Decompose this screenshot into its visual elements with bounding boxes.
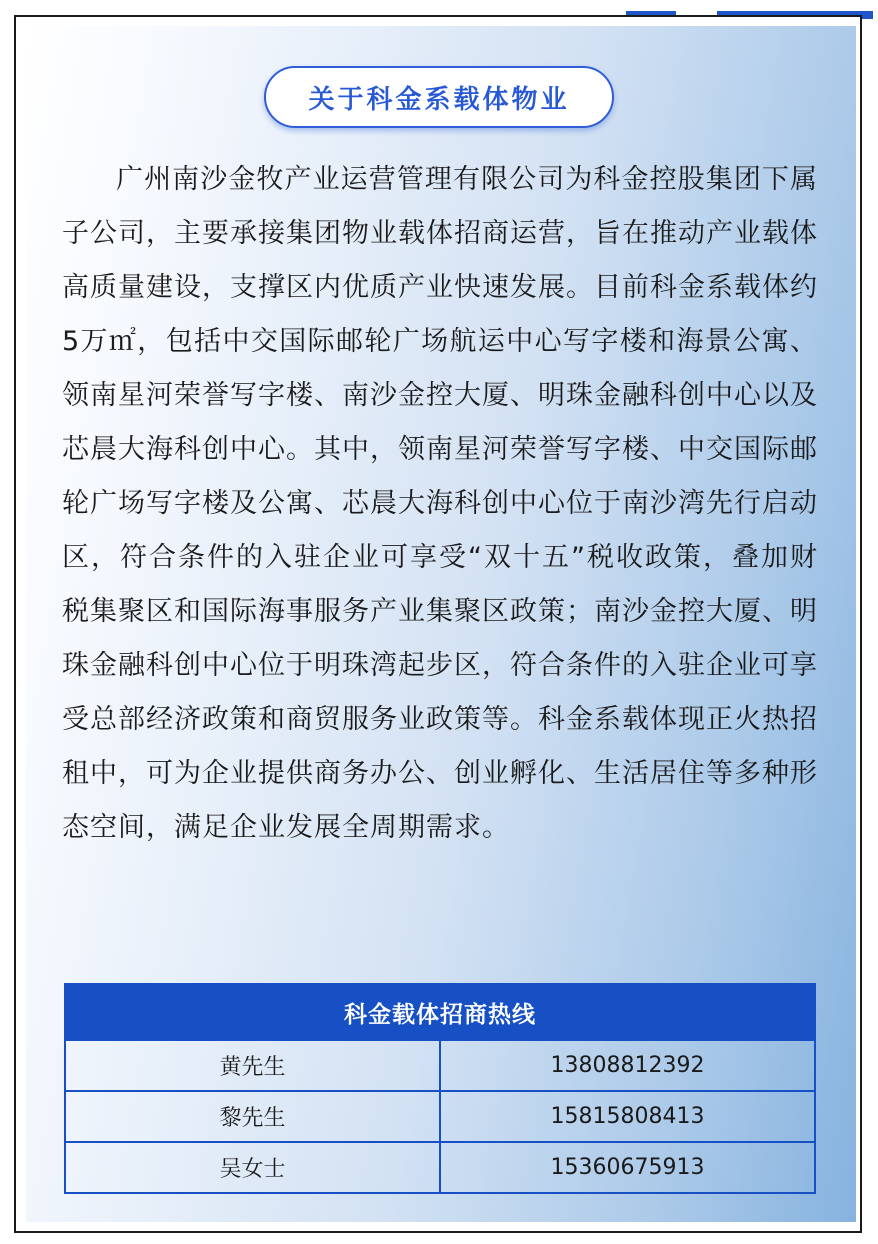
intro-paragraph: 广州南沙金牧产业运营管理有限公司为科金控股集团下属子公司，主要承接集团物业载体招商运营，旨在推动产业载体高质量建设，支撑区内优质产业快速发展。目前科金系载体约5万㎡，包括中交国际邮轮广场航运中心写字楼和海景公寓、领南星河荣誉写字楼、南沙金控大厦、明珠金融科创中心以及芯晨大海科创中心。其中，领南星河荣誉写字楼、中交国际邮轮广场写字楼及公寓、芯晨大海科创中心位于南沙湾先行启动区，符合条件的入驻企业可享受“双十五”税收政策，叠加财税集聚区和国际海事服务产业集聚区政策；南沙金控大厦、明珠金融科创中心位于明珠湾起步区，符合条件的入驻企业可享受总部经济政策和商贸服务业政策等。科金系载体现正火热招租中，可为企业提供商务办公、创业孵化、生活居住等多种形态空间，满足企业发展全周期需求。	[62, 164, 818, 843]
section-title: 关于科金系载体物业	[308, 84, 570, 115]
contact-phone[interactable]: 13808812392	[440, 1040, 815, 1091]
contact-phone[interactable]: 15360675913	[440, 1142, 815, 1193]
contact-phone[interactable]: 15815808413	[440, 1091, 815, 1142]
contact-name: 黄先生	[65, 1040, 440, 1091]
section-title-badge	[264, 66, 614, 128]
table-row	[65, 1142, 815, 1193]
contact-name: 吴女士	[65, 1142, 440, 1193]
hotline-table	[64, 983, 816, 1194]
hotline-title: 科金载体招商热线	[65, 984, 815, 1040]
hotline-header-row	[65, 984, 815, 1040]
table-row	[65, 1040, 815, 1091]
table-row	[65, 1091, 815, 1142]
contact-name: 黎先生	[65, 1091, 440, 1142]
